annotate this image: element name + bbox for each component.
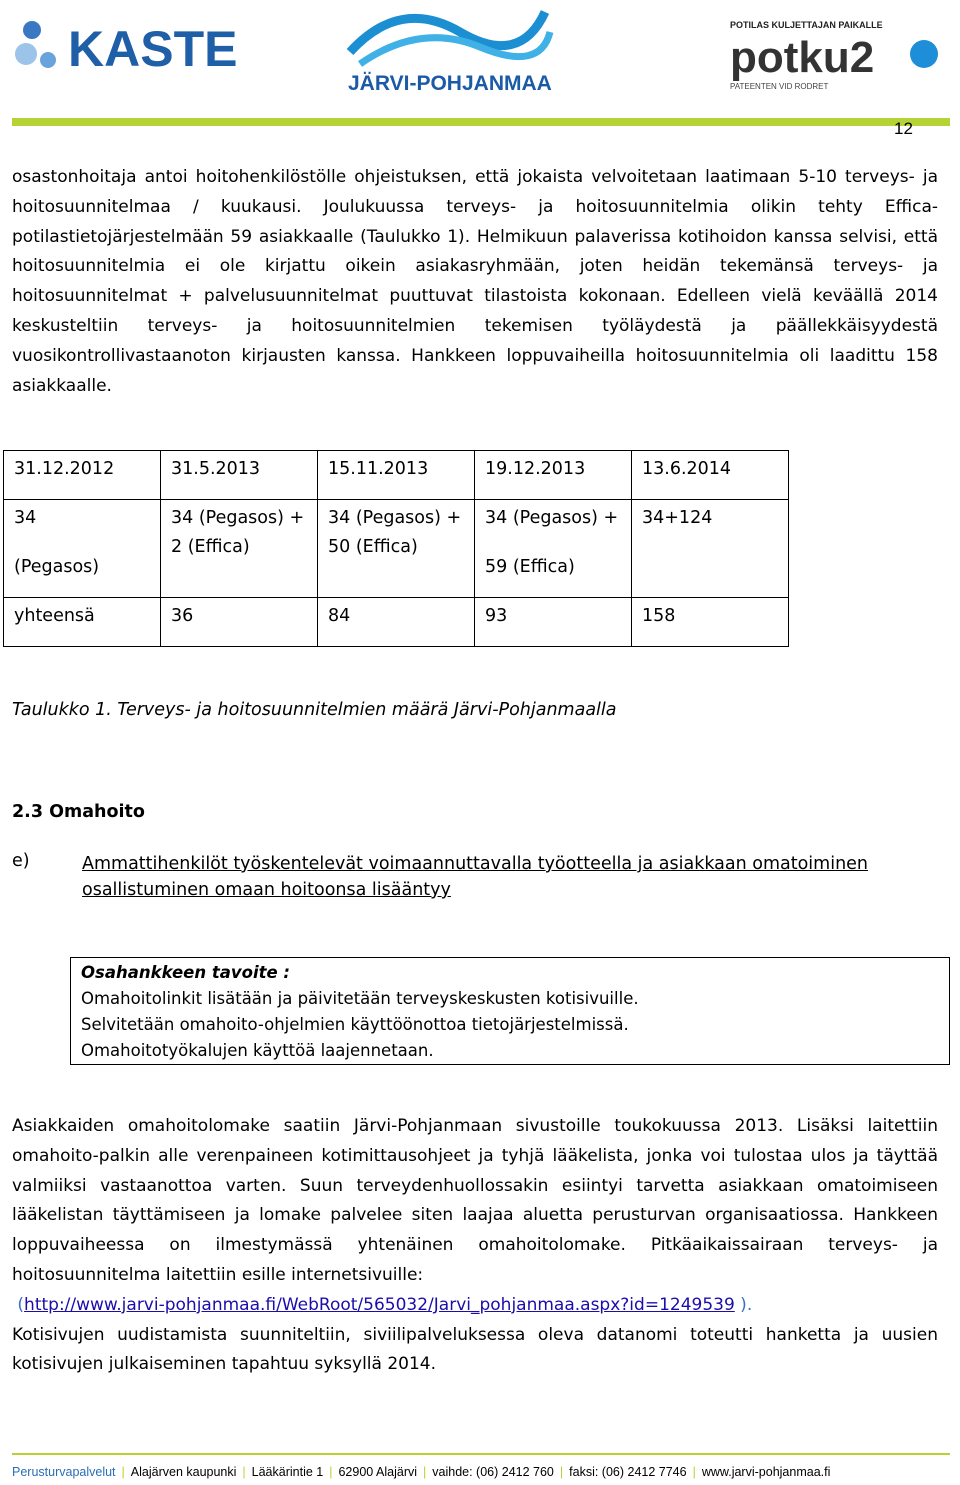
cell-line: 34 (Pegasos) +: [485, 508, 619, 528]
footer-item: faksi: (06) 2412 7746: [569, 1465, 687, 1479]
body-paragraph-2: [12, 1112, 938, 1380]
footer-separator: |: [121, 1465, 125, 1479]
table-row: [4, 500, 789, 598]
table-cell: yhteensä: [4, 598, 161, 647]
page-number: 12: [894, 119, 913, 138]
header-rule: [12, 118, 950, 126]
cell-line: 59 (Effica): [485, 557, 575, 577]
table-header-row: [4, 451, 789, 500]
table-cell: [4, 500, 161, 598]
footer-website[interactable]: www.jarvi-pohjanmaa.fi: [701, 1465, 831, 1479]
table-header-cell: 15.11.2013: [318, 451, 475, 500]
paragraph-1-text: osastonhoitaja antoi hoitohenkilöstölle ohjeistuksen, että jokaista velvoitetaan laatimaan 5-10 terveys- ja hoitosuunnitelmaa / kuukausi. Joulukuussa terveys- ja hoitosuunnitelmia olikin tehty Effica-potilastietojärjestelmään 59 asiakkaalle (Taulukko 1). Helmikuun palaverissa kotihoidon kanssa selvisi, että hoitosuunnitelmia ei ole kirjattu oikein asiakasryhmään, joten heidän tekemänsä terveys- ja hoitosuunnitelmat + palvelusuunnitelmat puuttuvat tilastoista kokonaan. Edelleen vielä keväällä 2014 keskusteltiin terveys- ja hoitosuunnitelmien tekemisen työläydestä ja päällekkäisyydestä vuosikontrollivastaanoton kirjausten kanssa. Hankkeen loppuvaiheilla hoitosuunnitelmia oli laadittu 158 asiakkaalle.: [12, 167, 938, 396]
link-open: (: [17, 1294, 25, 1315]
footer-separator: |: [242, 1465, 246, 1479]
table-cell: [632, 500, 789, 598]
jarvi-pohjanmaa-logo: [340, 2, 555, 97]
table-header-cell: 19.12.2013: [475, 451, 632, 500]
table-cell: 36: [161, 598, 318, 647]
goal-line: Selvitetään omahoito-ohjelmien käyttöönottoa tietojärjestelmissä.: [81, 1015, 629, 1034]
table-cell: 93: [475, 598, 632, 647]
table-cell: 84: [318, 598, 475, 647]
footer-item: Lääkärintie 1: [251, 1465, 324, 1479]
table-header-cell: 31.12.2012: [4, 451, 161, 500]
link-close: ).: [734, 1294, 753, 1315]
table-cell: 158: [632, 598, 789, 647]
list-item-label: e): [12, 851, 30, 871]
footer-separator: |: [559, 1465, 564, 1479]
jarvi-pohjanmaa-logo-text: JÄRVI-POHJANMAA: [348, 72, 552, 95]
table-cell: [161, 500, 318, 598]
footer-item: 62900 Alajärvi: [338, 1465, 418, 1479]
paragraph-3-text: Kotisivujen uudistamista suunniteltiin, siviilipalveluksessa oleva datanomi toteutti hanketta ja uusien kotisivujen julkaiseminen tapahtuu syksyllä 2014.: [12, 1324, 938, 1375]
body-paragraph-1: [12, 163, 938, 401]
footer-separator: |: [329, 1465, 333, 1479]
cell-line: 34: [14, 508, 37, 528]
kaste-logo: [12, 8, 252, 83]
footer-item: Alajärven kaupunki: [130, 1465, 237, 1479]
potku2-subtitle: PATEENTEN VID RODRET: [730, 82, 829, 91]
cell-line: 50 (Effica): [328, 537, 418, 557]
goal-line: Omahoitotyökalujen käyttöä laajennetaan.: [81, 1041, 434, 1060]
section-heading: 2.3 Omahoito: [12, 802, 145, 822]
table-totals-row: [4, 598, 789, 647]
potku2-tagline: POTILAS KULJETTAJAN PAIKALLE: [730, 20, 883, 30]
table-caption: Taulukko 1. Terveys- ja hoitosuunnitelmien määrä Järvi-Pohjanmaalla: [12, 700, 617, 720]
homepage-link[interactable]: http://www.jarvi-pohjanmaa.fi/WebRoot/565032/Jarvi_pohjanmaa.aspx?id=1249539: [24, 1294, 735, 1315]
table-cell: [318, 500, 475, 598]
care-plan-table: [3, 450, 789, 647]
kaste-logo-text: KASTE: [68, 21, 238, 77]
cell-line: (Pegasos): [14, 557, 100, 577]
footer-rule: [12, 1453, 950, 1455]
goal-title: Osahankkeen tavoite :: [81, 963, 291, 982]
cell-line: 34+124: [642, 508, 713, 528]
link-line: [12, 1291, 938, 1321]
table-header-cell: 13.6.2014: [632, 451, 789, 500]
goal-box: [70, 957, 950, 1065]
goal-line: Omahoitolinkit lisätään ja päivitetään terveyskeskusten kotisivuille.: [81, 989, 639, 1008]
footer-separator: |: [423, 1465, 427, 1479]
list-item-text: Ammattihenkilöt työskentelevät voimaannuttavalla työotteella ja asiakkaan omatoiminen osallistuminen omaan hoitoonsa lisääntyy: [82, 854, 869, 900]
potku2-name: potku2: [730, 33, 875, 82]
paragraph-2-text: Asiakkaiden omahoitolomake saatiin Järvi-Pohjanmaan sivustoille toukokuussa 2013. Lisäksi laitettiin omahoito-palkin alle verenpaineen kotimittausohjeet ja tyhjä lääkelista, jonka voi tulostaa ulos ja täyttää valmiiksi vastaanottoa varten. Suun terveydenhuollossakin esiintyi tarvetta asiakkaan omatoimiseen lääkelistan täyttämiseen ja lomake palvelee siten laajaa aluetta perusturvan organisaatiossa. Hankkeen loppuvaiheessa on ilmestymässä yhtenäinen omahoitolomake. Pitkäaikaissairaan terveys- ja hoitosuunnitelma laitettiin esille internetsivuille:: [12, 1116, 938, 1285]
footer-item: vaihde: (06) 2412 760: [432, 1465, 554, 1479]
cell-line: 34 (Pegasos) +: [171, 508, 305, 528]
potku2-logo: [728, 14, 953, 94]
footer-separator: |: [692, 1465, 696, 1479]
cell-line: 2 (Effica): [171, 537, 250, 557]
cell-line: 34 (Pegasos) +: [328, 508, 462, 528]
footer: [12, 1465, 830, 1479]
table-cell: [475, 500, 632, 598]
footer-org: Perusturvapalvelut: [12, 1465, 116, 1479]
table-header-cell: 31.5.2013: [161, 451, 318, 500]
